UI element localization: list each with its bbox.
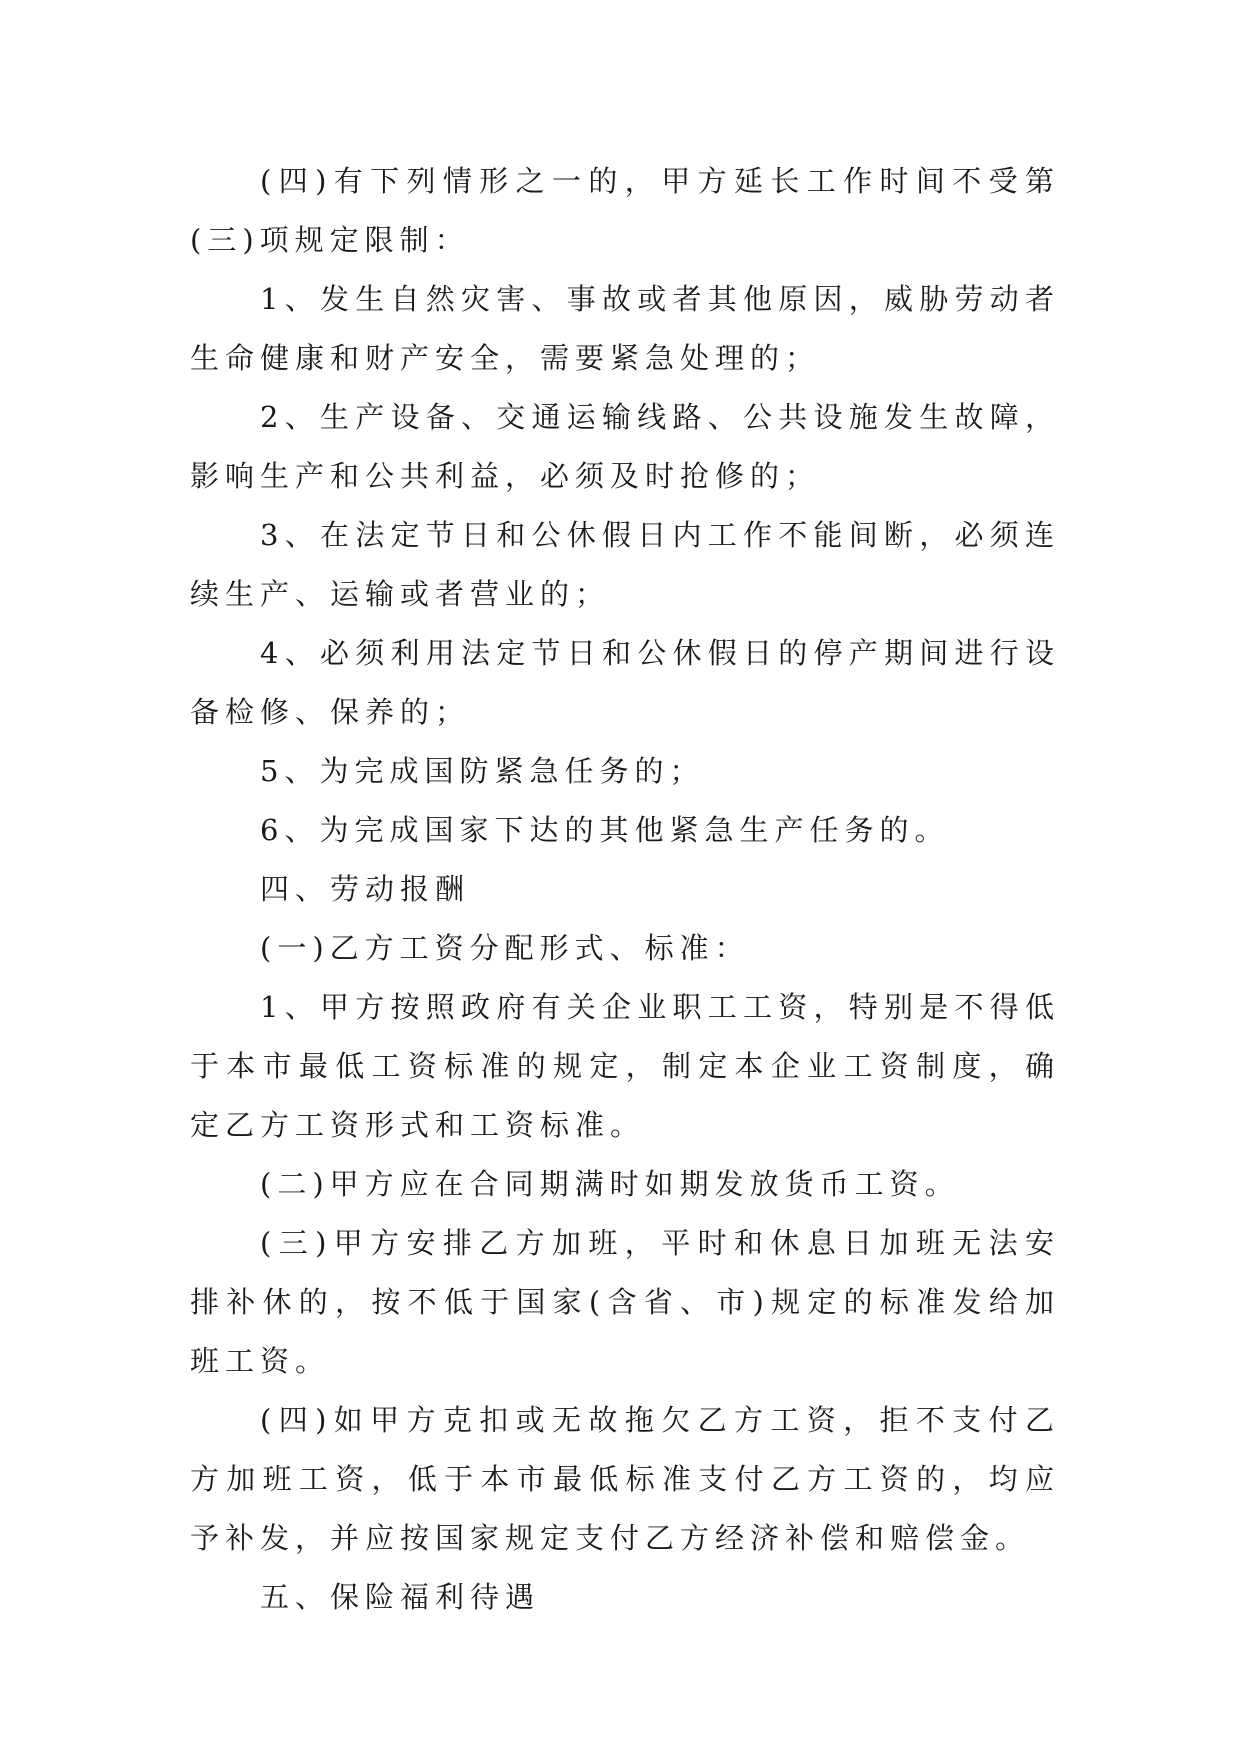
paragraph: 3、在法定节日和公休假日内工作不能间断，必须连续生产、运输或者营业的； — [190, 518, 1060, 611]
paragraph: 2、生产设备、交通运输线路、公共设施发生故障，影响生产和公共利益，必须及时抢修的； — [190, 400, 1060, 493]
paragraph: (四)有下列情形之一的，甲方延长工作时间不受第(三)项规定限制： — [190, 164, 1060, 257]
section-heading: 五、保险福利待遇 — [260, 1580, 541, 1614]
paragraph: 1、甲方按照政府有关企业职工工资，特别是不得低于本市最低工资标准的规定，制定本企业工资制度，确定乙方工资形式和工资标准。 — [190, 990, 1060, 1142]
section-heading: 四、劳动报酬 — [260, 872, 471, 906]
paragraph: (二)甲方应在合同期满时如期发放货币工资。 — [260, 1167, 960, 1201]
paragraph: (四)如甲方克扣或无故拖欠乙方工资，拒不支付乙方加班工资，低于本市最低标准支付乙方工资的，均应予补发，并应按国家规定支付乙方经济补偿和赔偿金。 — [190, 1403, 1060, 1555]
paragraph: 4、必须利用法定节日和公休假日的停产期间进行设备检修、保养的； — [190, 636, 1060, 729]
paragraph: 1、发生自然灾害、事故或者其他原因，威胁劳动者生命健康和财产安全，需要紧急处理的； — [190, 282, 1060, 375]
paragraph: (三)甲方安排乙方加班，平时和休息日加班无法安排补休的，按不低于国家(含省、市)规定的标准发给加班工资。 — [190, 1226, 1060, 1378]
paragraph: 5、为完成国防紧急任务的； — [260, 754, 705, 788]
paragraph: 6、为完成国家下达的其他紧急生产任务的。 — [260, 813, 950, 847]
paragraph: (一)乙方工资分配形式、标准： — [260, 931, 750, 965]
document-body — [190, 152, 1060, 1627]
